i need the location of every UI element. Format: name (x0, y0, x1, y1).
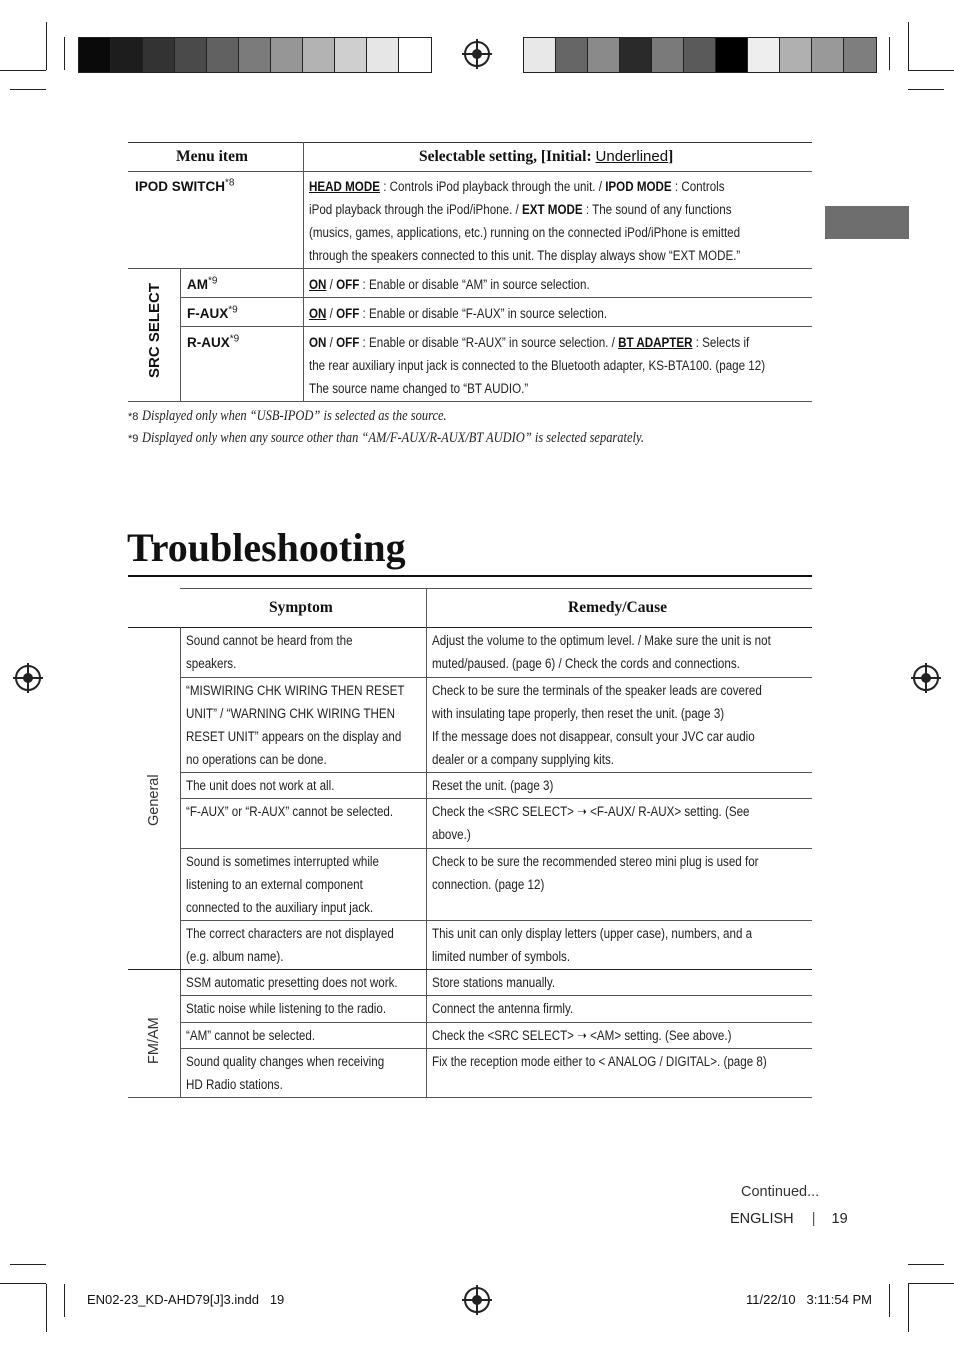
remedy-line: Check to be sure the terminals of the speaker leads are covered (432, 683, 762, 698)
symptom-cell (186, 922, 394, 968)
remedy-cell (432, 997, 573, 1020)
remedy-line: Check to be sure the recommended stereo mini plug is used for (432, 854, 759, 869)
symptom-line: Static noise while listening to the radio. (186, 1001, 387, 1016)
remedy-line: Store stations manually. (432, 975, 556, 990)
col-symptom: Symptom (269, 599, 333, 616)
symptom-line: speakers. (186, 656, 237, 671)
section-tab-marker (825, 206, 909, 239)
group-general-label: General (146, 774, 162, 826)
remedy-cell (432, 971, 555, 994)
color-bar-left (78, 37, 432, 73)
symptom-line: “MISWIRING CHK WIRING THEN RESET (186, 683, 405, 698)
symptom-line: listening to an external component (186, 877, 363, 892)
symptom-line: no operations can be done. (186, 752, 327, 767)
remedy-cell (432, 1050, 767, 1073)
symptom-line: (e.g. album name). (186, 949, 284, 964)
title-rule (128, 575, 812, 577)
footnote-8: *8 Displayed only when “USB-IPOD” is selected as the source. (128, 408, 447, 424)
remedy-line: connection. (page 12) (432, 877, 545, 892)
remedy-line: Check the <SRC SELECT> ➝ <F-AUX/ R-AUX> setting. (See (432, 804, 750, 819)
page-number: 19 (831, 1211, 848, 1227)
row-divider (180, 677, 812, 678)
col-selectable-setting: Selectable setting, [Initial: Underlined] (419, 148, 674, 165)
footer-divider: | (811, 1211, 816, 1227)
footer-language: ENGLISH (730, 1211, 794, 1227)
symptom-line: Sound is sometimes interrupted while (186, 854, 379, 869)
menu-item-ipod-switch: IPOD SWITCH$^{*8}$ (135, 177, 235, 194)
col-menu-item: Menu item (176, 148, 248, 165)
symptom-line: Sound quality changes when receiving (186, 1054, 385, 1069)
group-fm-am-label: FM/AM (146, 1017, 162, 1064)
slug-file-name: EN02-23_KD-AHD79[J]3.indd 19 (87, 1292, 285, 1307)
remedy-cell (432, 629, 771, 675)
remedy-line: Check the <SRC SELECT> ➝ <AM> setting. (See above.) (432, 1028, 732, 1043)
row-divider (128, 969, 812, 970)
symptom-cell (186, 629, 353, 675)
symptom-cell (186, 971, 398, 994)
footnote-9: *9 Displayed only when any source other than “AM/F-AUX/R-AUX/BT AUDIO” is selected separately. (128, 430, 644, 446)
row-divider (180, 1048, 812, 1049)
color-bar-right (523, 37, 877, 73)
registration-mark-right-icon (913, 665, 939, 691)
symptom-line: UNIT” / “WARNING CHK WIRING THEN (186, 706, 395, 721)
symptom-cell (186, 850, 379, 919)
remedy-cell (432, 679, 762, 771)
remedy-line: muted/paused. (page 6) / Check the cords and connections. (432, 656, 740, 671)
remedy-cell (432, 774, 553, 797)
symptom-cell (186, 800, 393, 823)
row-divider (180, 772, 812, 773)
col-remedy-cause: Remedy/Cause (568, 599, 668, 616)
symptom-line: SSM automatic presetting does not work. (186, 975, 398, 990)
registration-mark-left-icon (15, 665, 41, 691)
symptom-line: “AM” cannot be selected. (186, 1028, 316, 1043)
symptom-cell (186, 1050, 384, 1096)
remedy-line: Fix the reception mode either to < ANALOG / DIGITAL>. (page 8) (432, 1054, 767, 1069)
symptom-cell (186, 774, 334, 797)
remedy-cell (432, 922, 752, 968)
symptom-line: connected to the auxiliary input jack. (186, 900, 374, 915)
row-divider (180, 1022, 812, 1023)
remedy-line: Adjust the volume to the optimum level. / Make sure the unit is not (432, 633, 771, 648)
row-divider (180, 920, 812, 921)
remedy-line: If the message does not disappear, consult your JVC car audio (432, 729, 755, 744)
slug-date: 11/22/10 3:11:54 PM (746, 1292, 872, 1307)
symptom-line: Sound cannot be heard from the (186, 633, 353, 648)
remedy-cell (432, 850, 759, 896)
symptom-line: HD Radio stations. (186, 1077, 283, 1092)
remedy-line: limited number of symbols. (432, 949, 571, 964)
remedy-line: above.) (432, 827, 471, 842)
f-aux-setting-text: ON / OFF : Enable or disable “F-AUX” in source selection. (309, 306, 608, 321)
symptom-line: “F-AUX” or “R-AUX” cannot be selected. (186, 804, 394, 819)
remedy-line: Reset the unit. (page 3) (432, 778, 554, 793)
symptom-line: The correct characters are not displayed (186, 926, 394, 941)
registration-mark-top-icon (464, 41, 490, 67)
menu-item-am: AM$^{*9}$ (187, 275, 218, 292)
remedy-line: with insulating tape properly, then reset the unit. (page 3) (432, 706, 725, 721)
src-select-label: SRC SELECT (146, 282, 163, 378)
menu-item-r-aux: R-AUX$^{*9}$ (187, 333, 240, 350)
remedy-line: Connect the antenna firmly. (432, 1001, 574, 1016)
row-divider (180, 798, 812, 799)
remedy-line: This unit can only display letters (upper case), numbers, and a (432, 926, 753, 941)
remedy-cell (432, 800, 750, 846)
page-title: Troubleshooting (127, 525, 406, 570)
symptom-line: The unit does not work at all. (186, 778, 335, 793)
am-setting-text: ON / OFF : Enable or disable “AM” in source selection. (309, 277, 590, 292)
page-footer (730, 1208, 848, 1231)
symptom-cell (186, 679, 404, 771)
r-aux-setting-text: ON / OFF : Enable or disable “R-AUX” in source selection. / BT ADAPTER : Selects if the rear auxiliary input jack is connected to the Bluetooth adapter, KS-BTA100. (page 12) The source name changed to “BT AUDIO.” (309, 335, 766, 396)
continued-note: Continued... (741, 1184, 820, 1200)
ipod-switch-setting-text: HEAD MODE : Controls iPod playback through the unit. / IPOD MODE : Controls iPod playback through the iPod/iPhone. / EXT MODE : The sound of any functions (musics, games, applications, etc.) running on the connected iPod/iPhone is emitted through the speakers connected to this unit. The display always show “EXT MODE.” (309, 179, 741, 263)
table-bottom-rule (128, 1097, 812, 1098)
symptom-line: RESET UNIT” appears on the display and (186, 729, 402, 744)
row-divider (180, 848, 812, 849)
registration-mark-bottom-icon (464, 1287, 490, 1313)
row-divider (180, 995, 812, 996)
symptom-cell (186, 1024, 315, 1047)
symptom-cell (186, 997, 386, 1020)
remedy-line: dealer or a company supplying kits. (432, 752, 614, 767)
menu-item-f-aux: F-AUX$^{*9}$ (187, 304, 238, 321)
remedy-cell (432, 1024, 731, 1047)
